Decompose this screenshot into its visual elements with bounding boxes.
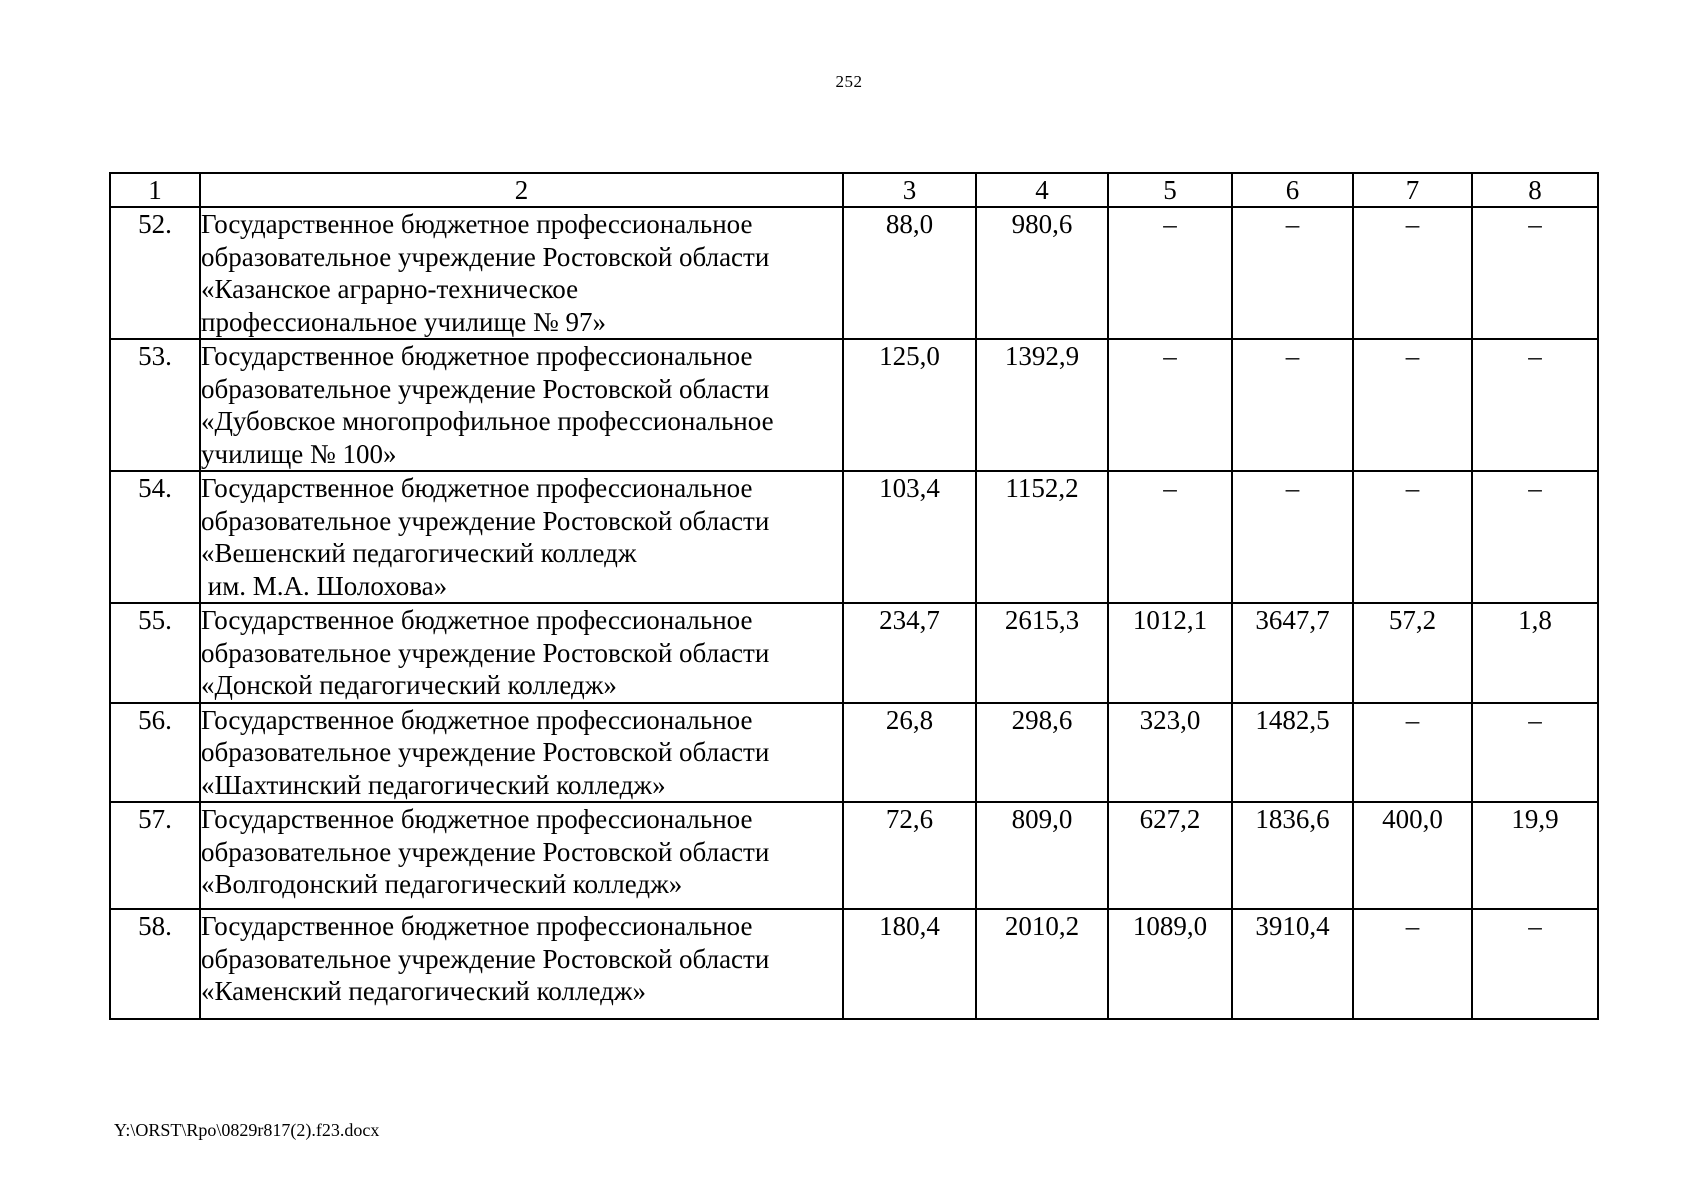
name-line: Государственное бюджетное профессиональное (201, 209, 753, 239)
name-line: «Донской педагогический колледж» (201, 670, 617, 700)
institution-name (200, 909, 843, 1019)
name-line: Государственное бюджетное профессиональное (201, 605, 753, 635)
table-row (110, 802, 1598, 909)
value-cell: 72,6 (843, 802, 976, 909)
row-number: 55. (110, 603, 200, 703)
table-row (110, 339, 1598, 471)
column-header: 5 (1108, 173, 1232, 207)
value-cell: 1392,9 (976, 339, 1108, 471)
value-cell: 19,9 (1472, 802, 1598, 909)
value-cell: – (1232, 339, 1353, 471)
row-number: 52. (110, 207, 200, 339)
name-line: Государственное бюджетное профессиональное (201, 341, 753, 371)
value-cell: – (1472, 471, 1598, 603)
table-row (110, 207, 1598, 339)
value-cell: 323,0 (1108, 703, 1232, 803)
header-row (110, 173, 1598, 207)
column-header: 8 (1472, 173, 1598, 207)
value-cell: 1482,5 (1232, 703, 1353, 803)
value-cell: – (1353, 207, 1472, 339)
name-line: Государственное бюджетное профессиональное (201, 804, 753, 834)
row-number: 54. (110, 471, 200, 603)
value-cell: 2615,3 (976, 603, 1108, 703)
name-line: образовательное учреждение Ростовской области (201, 373, 770, 404)
row-number: 56. (110, 703, 200, 803)
value-cell: 1089,0 (1108, 909, 1232, 1019)
page-number: 252 (835, 72, 863, 91)
row-number: 57. (110, 802, 200, 909)
value-cell: – (1232, 207, 1353, 339)
value-cell: 125,0 (843, 339, 976, 471)
value-cell: 26,8 (843, 703, 976, 803)
name-line: им. М.А. Шолохова» (201, 570, 448, 601)
row-number: 58. (110, 909, 200, 1019)
institution-name (200, 471, 843, 603)
name-line: «Каменский педагогический колледж» (201, 976, 646, 1006)
institution-name (200, 703, 843, 803)
column-header: 4 (976, 173, 1108, 207)
value-cell: 234,7 (843, 603, 976, 703)
value-cell: 57,2 (1353, 603, 1472, 703)
name-line: образовательное учреждение Ростовской области (201, 737, 770, 767)
value-cell: 400,0 (1353, 802, 1472, 909)
row-number: 53. (110, 339, 200, 471)
name-line: «Волгодонский педагогический колледж» (201, 869, 683, 899)
name-line: Государственное бюджетное профессиональное (201, 704, 753, 735)
name-line: «Вешенский педагогический колледж (201, 538, 637, 568)
value-cell: – (1472, 703, 1598, 803)
name-line: «Дубовское многопрофильное профессиональное (201, 406, 774, 436)
institution-name (200, 802, 843, 909)
value-cell: 298,6 (976, 703, 1108, 803)
value-cell: 3910,4 (1232, 909, 1353, 1019)
value-cell: – (1472, 207, 1598, 339)
value-cell: 980,6 (976, 207, 1108, 339)
value-cell: 88,0 (843, 207, 976, 339)
value-cell: 809,0 (976, 802, 1108, 909)
value-cell: 1836,6 (1232, 802, 1353, 909)
value-cell: 180,4 (843, 909, 976, 1019)
value-cell: 627,2 (1108, 802, 1232, 909)
name-line: «Шахтинский педагогический колледж» (201, 769, 666, 800)
value-cell: – (1353, 471, 1472, 603)
name-line: профессиональное училище № 97» (201, 306, 606, 337)
value-cell: – (1108, 339, 1232, 471)
name-line: училище № 100» (201, 438, 397, 469)
name-line: «Казанское аграрно-техническое (201, 274, 579, 304)
footer-file-path: Y:\ORST\Rpo\0829r817(2).f23.docx (114, 1120, 380, 1140)
institution-name (200, 603, 843, 703)
value-cell: 2010,2 (976, 909, 1108, 1019)
value-cell: – (1472, 909, 1598, 1019)
table-row (110, 471, 1598, 603)
value-cell: – (1353, 339, 1472, 471)
value-cell: 1012,1 (1108, 603, 1232, 703)
value-cell: – (1108, 471, 1232, 603)
column-header: 7 (1353, 173, 1472, 207)
value-cell: 3647,7 (1232, 603, 1353, 703)
table-row (110, 603, 1598, 703)
column-header: 2 (200, 173, 843, 207)
value-cell: – (1108, 207, 1232, 339)
name-line: Государственное бюджетное профессиональное (201, 473, 753, 503)
value-cell: – (1353, 909, 1472, 1019)
column-header: 1 (110, 173, 200, 207)
value-cell: – (1472, 339, 1598, 471)
institution-name (200, 207, 843, 339)
value-cell: – (1232, 471, 1353, 603)
table-row (110, 909, 1598, 1019)
column-header: 6 (1232, 173, 1353, 207)
value-cell: 1152,2 (976, 471, 1108, 603)
value-cell: 1,8 (1472, 603, 1598, 703)
data-table (109, 172, 1599, 1020)
value-cell: – (1353, 703, 1472, 803)
column-header: 3 (843, 173, 976, 207)
name-line: образовательное учреждение Ростовской области (201, 637, 770, 668)
name-line: образовательное учреждение Ростовской области (201, 241, 770, 272)
name-line: образовательное учреждение Ростовской области (201, 943, 770, 974)
name-line: образовательное учреждение Ростовской области (201, 505, 770, 536)
table-row (110, 703, 1598, 803)
value-cell: 103,4 (843, 471, 976, 603)
name-line: Государственное бюджетное профессиональное (201, 911, 753, 941)
name-line: образовательное учреждение Ростовской области (201, 836, 770, 867)
institution-name (200, 339, 843, 471)
